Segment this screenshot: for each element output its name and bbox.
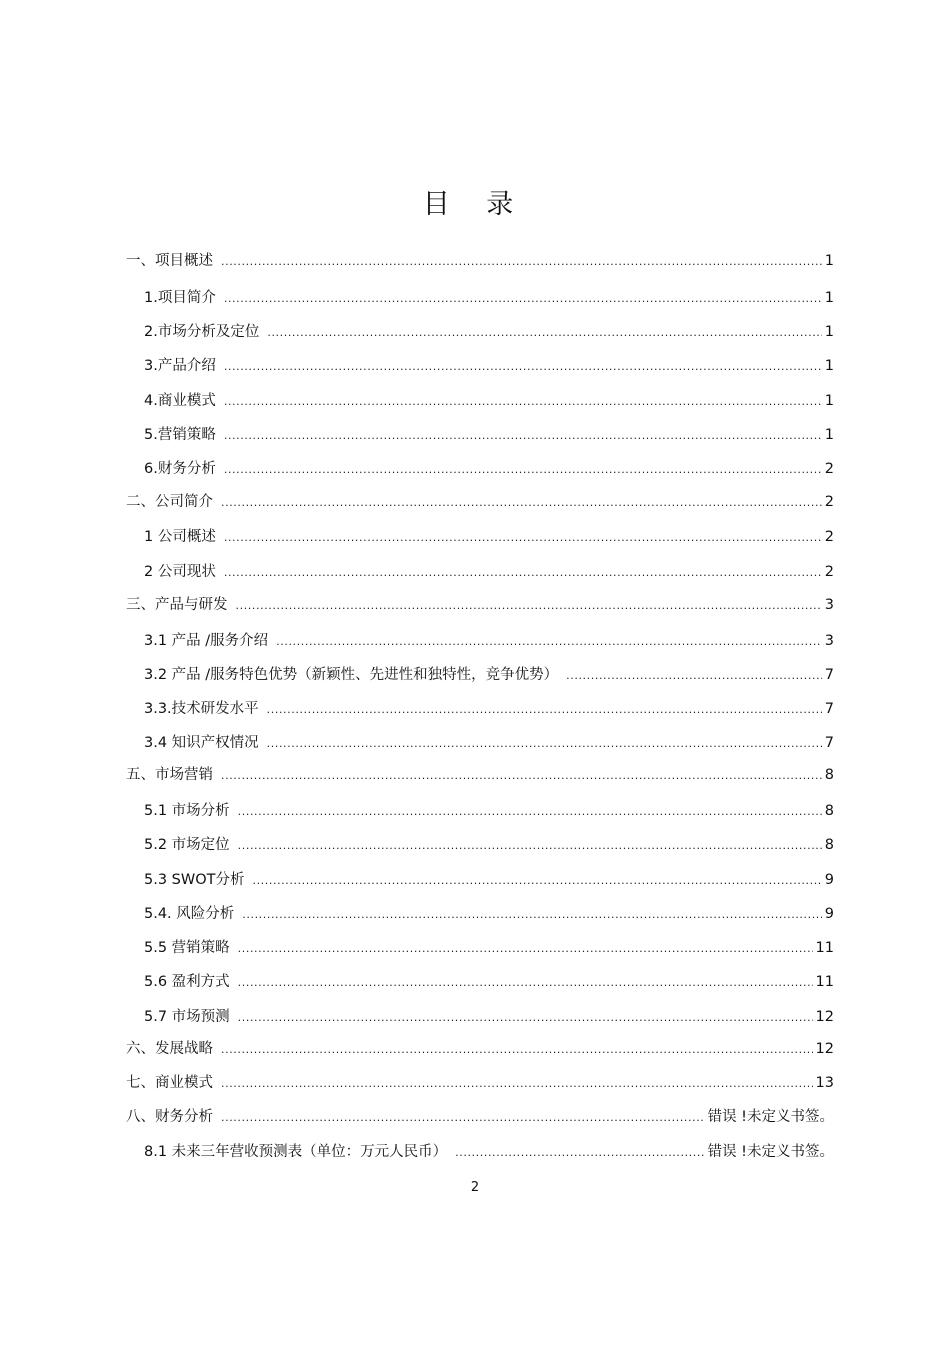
toc-entry[interactable] <box>144 830 834 854</box>
toc-leader-dots <box>238 939 813 957</box>
toc-entry-label: 2.市场分析及定位 <box>144 324 260 340</box>
toc-entry-page: 1 <box>824 324 834 340</box>
toc-entry-page: 1 <box>824 253 834 269</box>
toc-entry[interactable] <box>144 420 834 444</box>
toc-entry-label: 五、市场营销 <box>126 767 213 783</box>
toc-entry-label: 3.1 产品 /服务介绍 <box>144 633 269 649</box>
toc-leader-dots <box>238 1008 813 1026</box>
toc-entry-page: 8 <box>824 803 834 819</box>
toc-entry-page: 2 <box>824 564 834 580</box>
toc-leader-dots <box>221 493 822 511</box>
toc-entry-label: 2 公司现状 <box>144 564 216 580</box>
toc-entry[interactable] <box>126 760 834 784</box>
toc-leader-dots <box>276 632 822 650</box>
toc-entry-label: 5.4. 风险分析 <box>144 906 235 922</box>
toc-leader-dots <box>221 766 822 784</box>
toc-leader-dots <box>238 802 822 820</box>
toc-entry-page: 3 <box>824 597 834 613</box>
toc-entry-label: 5.7 市场预测 <box>144 1009 230 1025</box>
toc-entry[interactable] <box>144 967 834 991</box>
page-number: 2 <box>470 1180 480 1195</box>
toc-entry-label: 5.5 营销策略 <box>144 940 230 956</box>
toc-entry[interactable] <box>144 865 834 889</box>
toc-entry-page: 3 <box>824 633 834 649</box>
toc-entry-label: 八、财务分析 <box>126 1109 213 1125</box>
toc-entry[interactable] <box>144 626 834 650</box>
toc-entry-label: 5.2 市场定位 <box>144 837 230 853</box>
toc-entry[interactable] <box>126 590 834 614</box>
toc-entry-page: 12 <box>815 1009 834 1025</box>
toc-entry-label: 七、商业模式 <box>126 1075 213 1091</box>
toc-entry[interactable] <box>144 899 834 923</box>
toc-entry-label: 5.营销策略 <box>144 427 216 443</box>
toc-entry[interactable] <box>144 522 834 546</box>
toc-entry-page: 11 <box>815 974 834 990</box>
toc-entry-label: 6.财务分析 <box>144 461 216 477</box>
toc-leader-dots <box>224 528 822 546</box>
toc-entry-page: 2 <box>824 494 834 510</box>
toc-entry[interactable] <box>126 246 834 270</box>
toc-entry-label: 3.3.技术研发水平 <box>144 701 259 717</box>
toc-entry-label: 六、发展战略 <box>126 1041 213 1057</box>
toc-entry-label: 1.项目简介 <box>144 290 216 306</box>
toc-leader-dots <box>224 426 822 444</box>
toc-entry-page: 13 <box>815 1075 834 1091</box>
toc-leader-dots <box>221 1074 813 1092</box>
toc-entry-page: 错误 !未定义书签。 <box>707 1144 834 1160</box>
toc-leader-dots <box>238 836 822 854</box>
toc-entry-label: 二、公司简介 <box>126 494 213 510</box>
toc-entry-label: 1 公司概述 <box>144 529 216 545</box>
toc-entry[interactable] <box>126 487 834 511</box>
toc-leader-dots <box>267 700 822 718</box>
toc-leader-dots <box>224 289 822 307</box>
toc-leader-dots <box>224 563 822 581</box>
toc-leader-dots <box>238 973 813 991</box>
toc-entry-page: 1 <box>824 290 834 306</box>
toc-leader-dots <box>221 1040 813 1058</box>
toc-leader-dots <box>224 460 822 478</box>
toc-entry[interactable] <box>144 351 834 375</box>
toc-entry-label: 5.1 市场分析 <box>144 803 230 819</box>
toc-entry[interactable] <box>144 454 834 478</box>
toc-leader-dots <box>242 905 821 923</box>
toc-entry[interactable] <box>144 1137 834 1161</box>
toc-entry[interactable] <box>144 386 834 410</box>
toc-entry-page: 12 <box>815 1041 834 1057</box>
toc-entry-page: 7 <box>824 667 834 683</box>
toc-leader-dots <box>267 323 821 341</box>
toc-entry[interactable] <box>144 1002 834 1026</box>
toc-entry[interactable] <box>144 694 834 718</box>
toc-entry[interactable] <box>144 557 834 581</box>
toc-entry-page: 2 <box>824 461 834 477</box>
toc-entry-page: 11 <box>815 940 834 956</box>
toc-entry-label: 3.产品介绍 <box>144 358 216 374</box>
toc-entry-page: 7 <box>824 735 834 751</box>
toc-entry-page: 8 <box>824 767 834 783</box>
toc-leader-dots <box>221 252 822 270</box>
toc-entry[interactable] <box>144 660 834 684</box>
toc-entry-page: 9 <box>824 872 834 888</box>
toc-leader-dots <box>267 734 822 752</box>
toc-entry-page: 1 <box>824 393 834 409</box>
toc-entry-page: 7 <box>824 701 834 717</box>
toc-entry-label: 3.2 产品 /服务特色优势（新颖性、先进性和独特性，竞争优势） <box>144 667 559 683</box>
toc-entry-label: 5.3 SWOT分析 <box>144 872 245 888</box>
toc-entry[interactable] <box>126 1102 834 1126</box>
toc-entry[interactable] <box>126 1034 834 1058</box>
toc-entry-label: 8.1 未来三年营收预测表（单位：万元人民币） <box>144 1144 448 1160</box>
toc-entry-page: 2 <box>824 529 834 545</box>
toc-entry-label: 4.商业模式 <box>144 393 216 409</box>
toc-entry-label: 一、项目概述 <box>126 253 213 269</box>
toc-entry-page: 错误 !未定义书签。 <box>707 1109 834 1125</box>
toc-entry[interactable] <box>144 796 834 820</box>
toc-entry[interactable] <box>144 728 834 752</box>
toc-entry[interactable] <box>126 1068 834 1092</box>
toc-entry-page: 8 <box>824 837 834 853</box>
toc-entry-page: 9 <box>824 906 834 922</box>
toc-leader-dots <box>224 392 822 410</box>
toc-entry-label: 5.6 盈利方式 <box>144 974 230 990</box>
toc-leader-dots <box>224 357 822 375</box>
toc-title: 目 录 <box>422 189 528 220</box>
toc-leader-dots <box>252 871 821 889</box>
toc-leader-dots <box>455 1143 704 1161</box>
toc-entry-label: 3.4 知识产权情况 <box>144 735 259 751</box>
toc-entry[interactable] <box>144 933 834 957</box>
toc-leader-dots <box>236 596 822 614</box>
toc-leader-dots <box>221 1108 705 1126</box>
toc-entry-page: 1 <box>824 358 834 374</box>
toc-entry[interactable] <box>144 317 834 341</box>
toc-entry[interactable] <box>144 283 834 307</box>
toc-entry-page: 1 <box>824 427 834 443</box>
toc-leader-dots <box>566 666 822 684</box>
toc-entry-label: 三、产品与研发 <box>126 597 228 613</box>
